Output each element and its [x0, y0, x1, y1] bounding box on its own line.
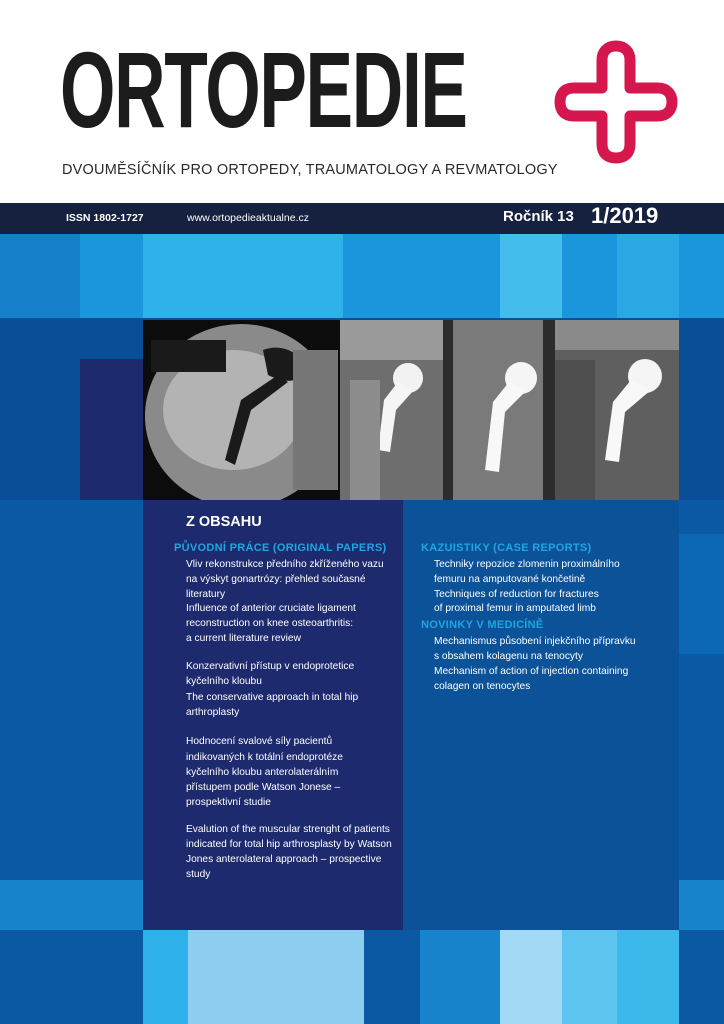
list-item: of proximal femur in amputated limb	[434, 603, 596, 614]
website-link[interactable]: www.ortopedieaktualne.cz	[187, 212, 309, 224]
list-item: na výskyt gonartrózy: přehled současné	[186, 574, 366, 585]
volume-label: Ročník 13	[503, 208, 574, 225]
xray-image-2	[340, 320, 443, 500]
news-heading: NOVINKY V MEDICÍNĚ	[421, 619, 544, 631]
case-reports-heading: KAZUISTIKY (CASE REPORTS)	[421, 542, 592, 554]
list-item: Mechanism of action of injection containing	[434, 666, 629, 677]
list-item: Techniky repozice zlomenin proximálního	[434, 559, 620, 570]
list-item: Jones anterolateral approach – prospective	[186, 854, 382, 865]
list-item: přístupem podle Watson Jonese –	[186, 782, 341, 793]
list-item: kyčelního kloubu	[186, 676, 262, 687]
list-item: Vliv rekonstrukce předního zkříženého vazu	[186, 559, 384, 570]
list-item: kyčelního kloubu anterolaterálním	[186, 767, 339, 778]
original-papers-heading: PŮVODNÍ PRÁCE (ORIGINAL PAPERS)	[174, 542, 387, 554]
xray-image-3	[443, 320, 555, 500]
contents-heading: Z OBSAHU	[186, 514, 262, 530]
list-item: colagen on tenocytes	[434, 681, 531, 692]
xray-image-1	[143, 320, 340, 500]
list-item: Techniques of reduction for fractures	[434, 589, 599, 600]
list-item: arthroplasty	[186, 707, 240, 718]
list-item: literatury	[186, 589, 226, 600]
list-item: Mechanismus působení injekčního přípravku	[434, 636, 636, 647]
list-item: femuru na amputované končetině	[434, 574, 586, 585]
issn-number: ISSN 1802-1727	[66, 212, 144, 224]
magazine-title: ORTOPEDIE	[60, 29, 467, 150]
list-item: indicated for total hip arthrosplasty by Watson	[186, 839, 392, 850]
list-item: Konzervativní přístup v endoprotetice	[186, 661, 355, 672]
list-item: Hodnocení svalové síly pacientů	[186, 736, 333, 747]
list-item: Influence of anterior cruciate ligament	[186, 603, 356, 614]
medical-cross-icon	[552, 38, 680, 166]
list-item: prospektivní studie	[186, 797, 271, 808]
xray-photo-strip	[143, 320, 679, 500]
list-item: reconstruction on knee osteoarthritis:	[186, 618, 354, 629]
list-item: a current literature review	[186, 633, 301, 644]
xray-image-4	[555, 320, 679, 500]
list-item: The conservative approach in total hip	[186, 692, 359, 703]
magazine-subtitle: DVOUMĚSÍČNÍK PRO ORTOPEDY, TRAUMATOLOGY A REVMATOLOGY	[62, 162, 558, 178]
issue-number: 1/2019	[591, 203, 659, 228]
list-item: study	[186, 869, 211, 880]
list-item: indikovaných k totální endoprotéze	[186, 752, 343, 763]
list-item: Evalution of the muscular strenght of patients	[186, 824, 390, 835]
list-item: s obsahem kolagenu na tenocyty	[434, 651, 583, 662]
